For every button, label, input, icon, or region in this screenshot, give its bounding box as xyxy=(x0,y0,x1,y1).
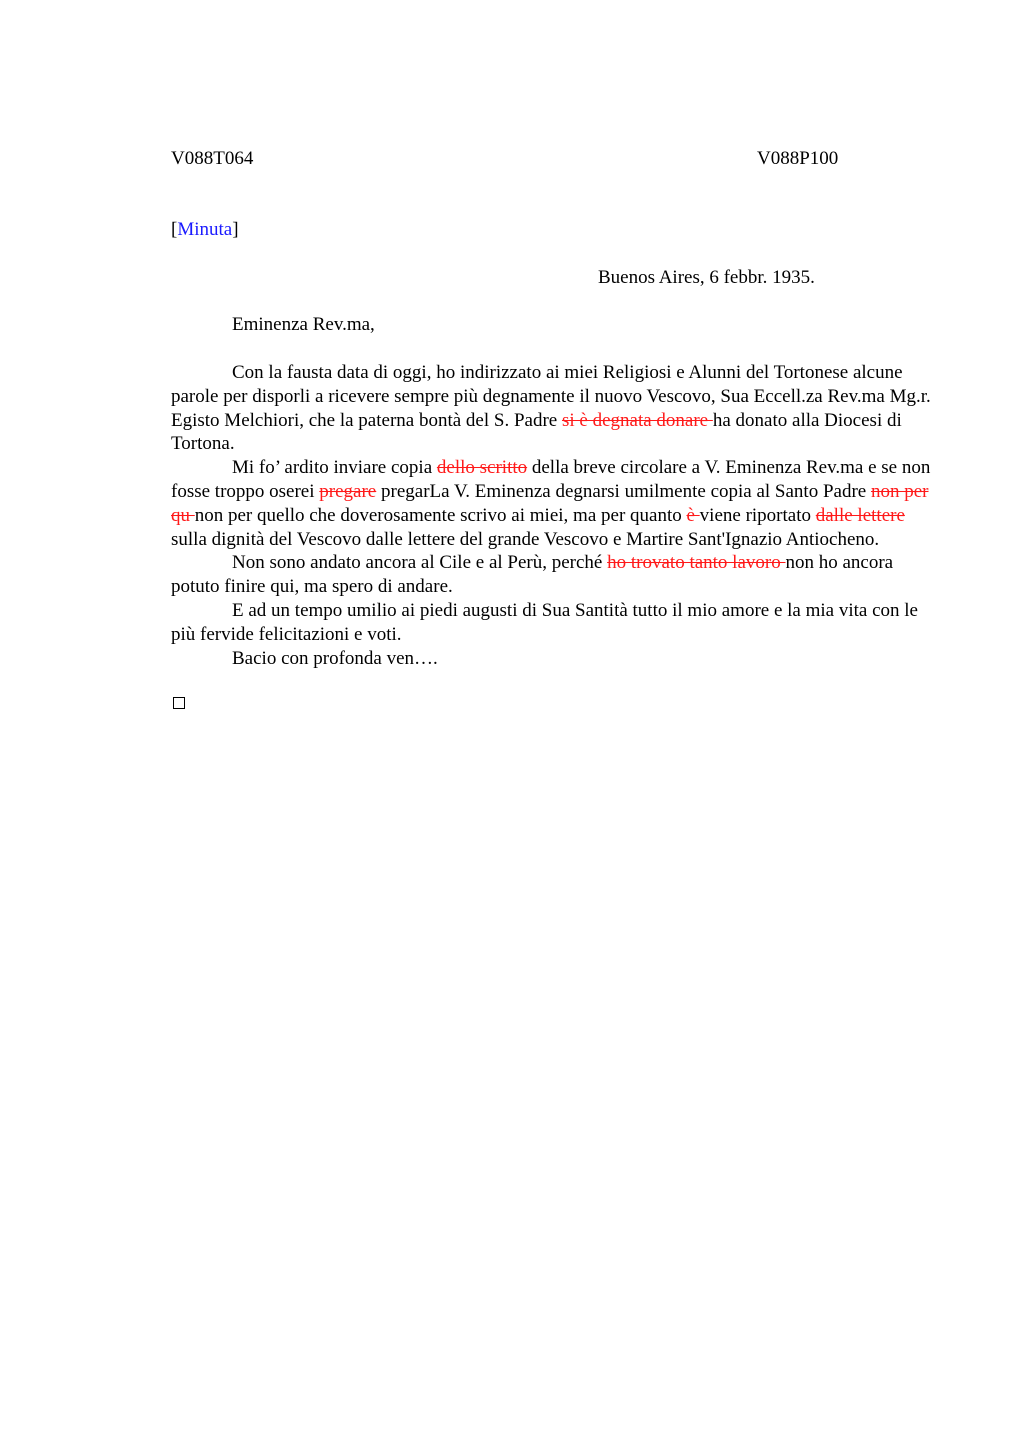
deleted-text: pregare xyxy=(319,480,377,502)
document-code-left: V088T064 xyxy=(171,148,254,169)
paragraph-text: Non sono andato ancora al Cile e al Perù, perché xyxy=(232,552,608,574)
paragraph-text: Mi fo’ ardito inviare copia xyxy=(232,457,437,479)
deleted-text: dalle lettere xyxy=(815,504,905,526)
paragraph-text: E ad un tempo umilio ai piedi augusti di Sua Santità tutto il mio amore e la mia vita con le più fervide felicitazioni e voti. xyxy=(171,599,918,645)
paragraph-text: pregarLa V. Eminenza degnarsi umilmente copia al Santo Padre xyxy=(376,480,871,502)
bracket-close: ] xyxy=(232,219,239,240)
paragraph-text: Con la fausta data di oggi, ho indirizzato ai miei Religiosi e Alunni del Tortonese alcune parole per disporli a ricevere sempre più degnamente il nuovo Vescovo, Sua Eccell.za Rev.ma Mg.r. Egisto Melchiori, che la paterna bontà del S. Padre xyxy=(171,362,931,431)
empty-checkbox-icon xyxy=(173,697,185,709)
letter-paragraph xyxy=(171,456,931,551)
paragraph-text: Bacio con profonda ven…. xyxy=(232,647,438,669)
deleted-text: non per qu xyxy=(171,480,929,526)
paragraph-text: non ho ancora potuto finire qui, ma spero di andare. xyxy=(171,552,894,598)
document-code-right: V088P100 xyxy=(757,148,839,169)
letter-paragraph xyxy=(171,361,931,456)
paragraph-text: sulla dignità del Vescovo dalle lettere del grande Vescovo e Martire Sant'Ignazio Antiocheno. xyxy=(171,528,880,550)
letter-body xyxy=(171,361,931,670)
letter-paragraph xyxy=(171,599,931,647)
paragraph-text: non per quello che doverosamente scrivo ai miei, ma per quanto xyxy=(194,504,687,526)
date-line: Buenos Aires, 6 febbr. 1935. xyxy=(598,267,815,288)
bracket-open: [ xyxy=(171,219,178,240)
deleted-text: ho trovato tanto lavoro xyxy=(607,552,786,574)
salutation: Eminenza Rev.ma, xyxy=(232,314,375,335)
deleted-text: dello scritto xyxy=(436,457,528,479)
paragraph-text: della breve circolare a V. Eminenza Rev.ma e se non fosse troppo oserei xyxy=(171,457,931,502)
deleted-text: è xyxy=(686,504,700,526)
minuta-label xyxy=(171,219,239,241)
letter-paragraph xyxy=(171,647,931,671)
minuta-link[interactable]: Minuta xyxy=(177,219,233,240)
paragraph-text: ha donato alla Diocesi di Tortona. xyxy=(171,409,902,455)
paragraph-text: viene riportato xyxy=(699,504,816,526)
letter-paragraph xyxy=(171,551,931,599)
deleted-text: si è degnata donare xyxy=(561,409,713,431)
